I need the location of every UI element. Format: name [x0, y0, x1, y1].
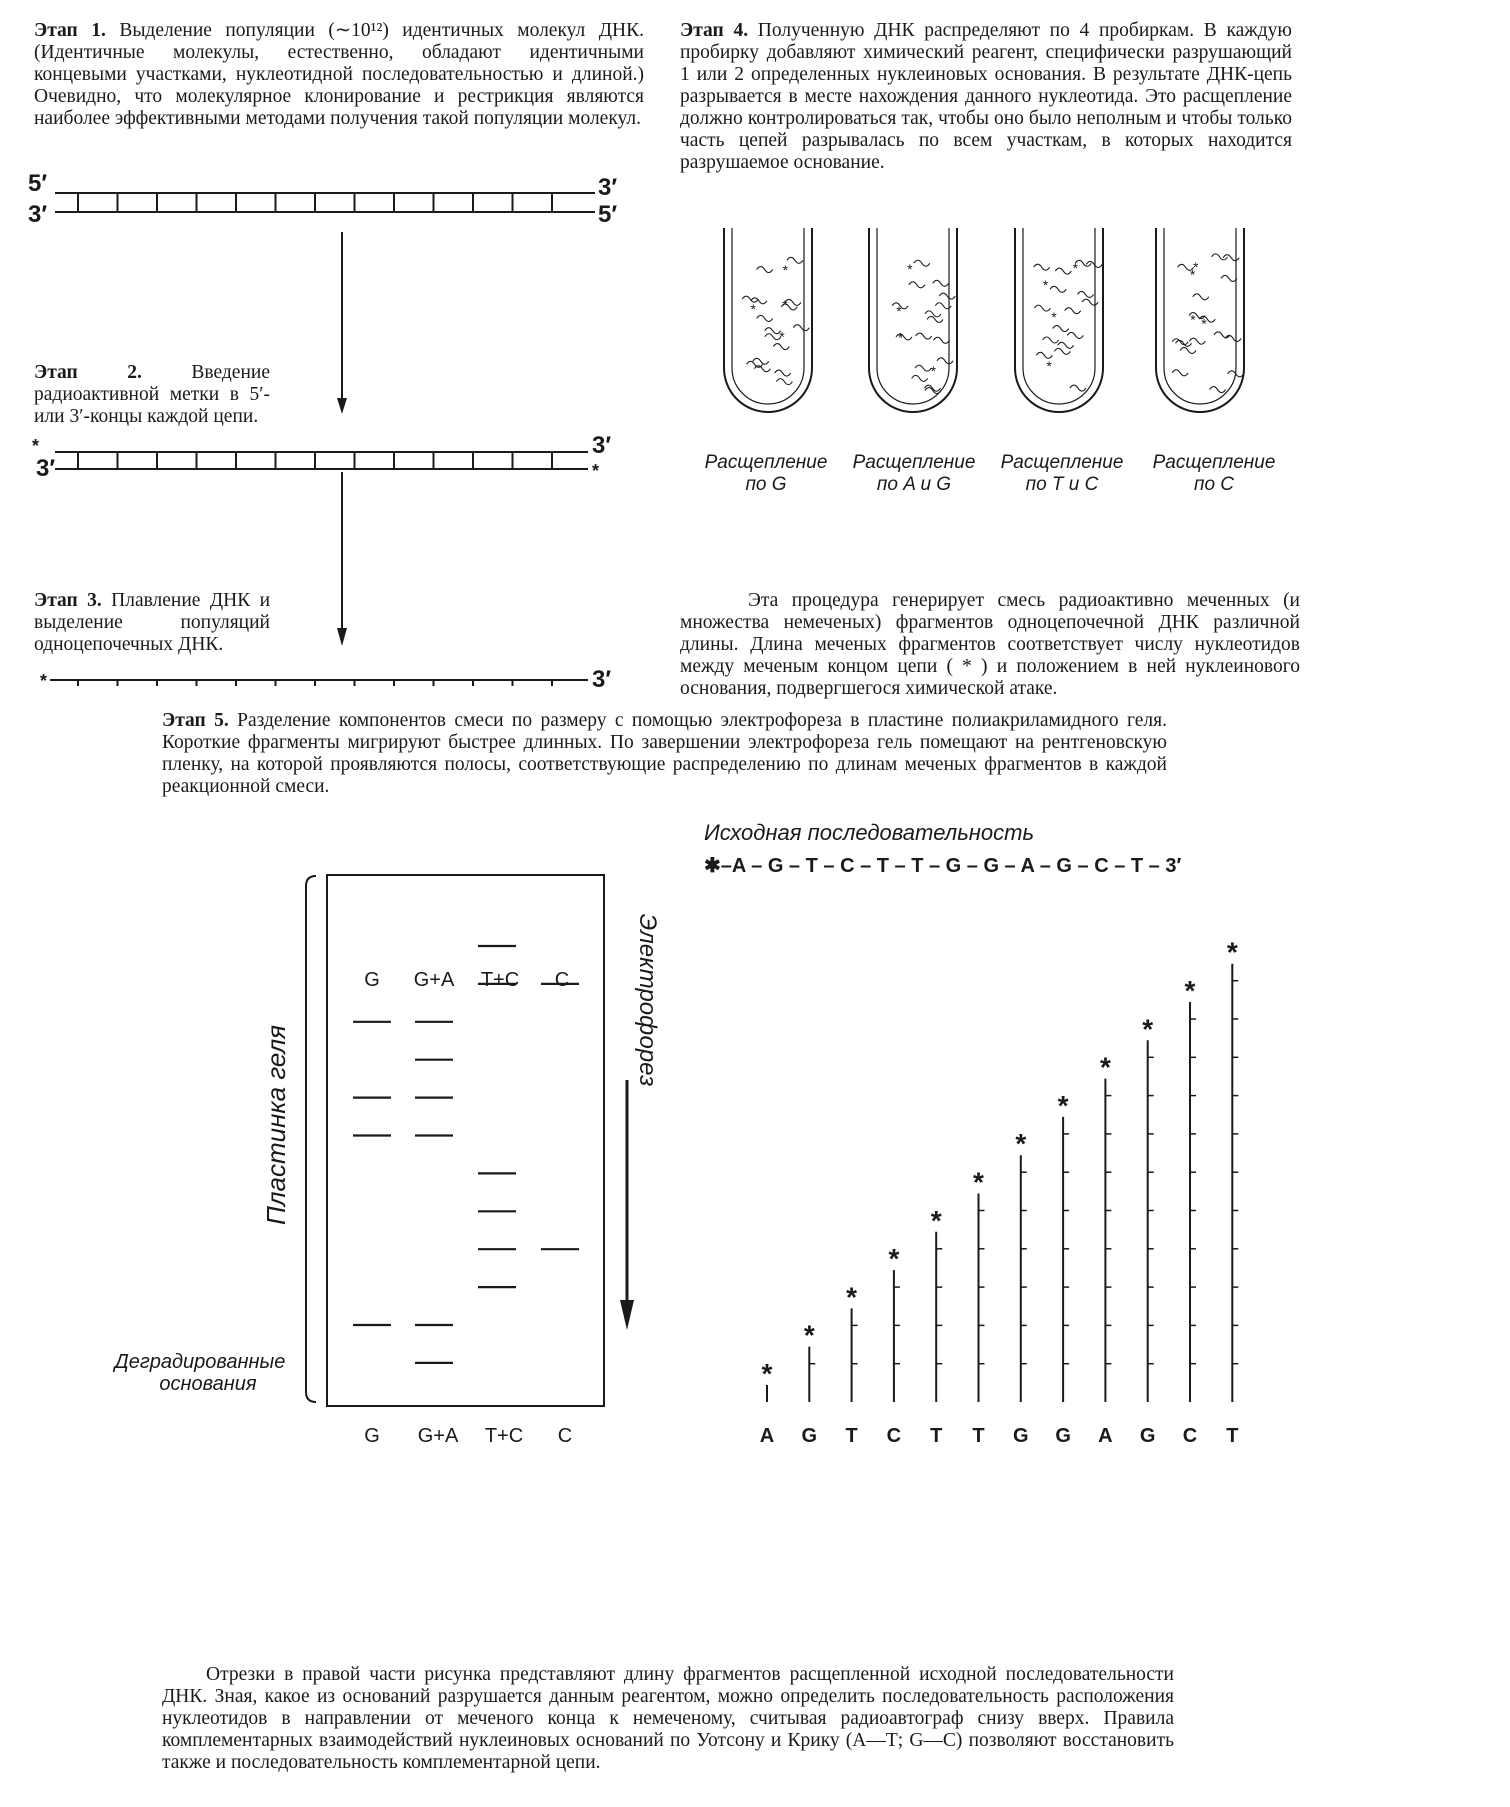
- fragment-base-label: G: [1013, 1425, 1029, 1447]
- tube-fragment: [927, 316, 943, 322]
- tube-label-star: *: [1189, 266, 1196, 283]
- tube-fragment: [757, 267, 773, 273]
- tube-fragment: [1078, 291, 1094, 297]
- tube-4-caption-2: по C: [1193, 474, 1235, 495]
- tube-fragment: [1082, 299, 1098, 305]
- lane-bottom-g: G: [364, 1425, 380, 1447]
- tube-fragment: [1225, 335, 1241, 341]
- tube-fragment: [753, 358, 769, 364]
- tube-fragment: [1053, 326, 1069, 332]
- tube-label-star: *: [750, 300, 756, 317]
- tube-fragment: [1172, 370, 1188, 376]
- tube-label-star: *: [1201, 315, 1207, 332]
- gel-side-label: Пластинка геля: [261, 1024, 291, 1226]
- step5-title: Этап 5.: [162, 710, 229, 731]
- tube-label-star: *: [1042, 277, 1049, 294]
- tube-fragment: [1214, 332, 1230, 338]
- step1-title: Этап 1.: [34, 20, 106, 41]
- tube-fragment: [1034, 264, 1050, 270]
- tube-fragment: [1067, 332, 1083, 338]
- tube-fragment: [916, 333, 932, 339]
- tube-fragment: [1034, 305, 1050, 311]
- tube-4-caption-1: Расщепление: [1152, 452, 1276, 473]
- tube-fragment: [1210, 387, 1226, 393]
- gel-bracket: [306, 876, 316, 1402]
- tube-fragment: [776, 379, 792, 385]
- tube-fragment: [1058, 342, 1074, 348]
- degraded-label-1: Деградированные: [114, 1351, 286, 1373]
- fragment-base-label: T: [1226, 1425, 1239, 1447]
- fragment-star: *: [973, 1166, 984, 1198]
- lane-bottom-tc: T+C: [484, 1425, 524, 1447]
- test-tube-3: [1015, 228, 1103, 412]
- lane-bottom-c: C: [557, 1425, 573, 1447]
- tube-fragment: [1050, 286, 1066, 292]
- test-tube-2: [869, 228, 957, 412]
- tube-label-star: *: [782, 262, 789, 279]
- tube-outer: [1015, 228, 1103, 412]
- fragment-base-label: A: [1098, 1425, 1113, 1447]
- tube-3-caption-1: Расщепление: [1000, 452, 1124, 473]
- tube-outer: [1156, 228, 1244, 412]
- fragment-base-label: G: [1055, 1425, 1071, 1447]
- footer-text: Отрезки в правой части рисунка представляют длину фрагментов расщепленной исходной последовательности ДНК. Зная, какое из оснований разрушается данным реагентом, можно определить последовательность расположения нуклеотидов в направлении от меченого конца к немеченому, считывая радиоавтограф снизу вверх. Правила комплементарных взаимодействий нуклеиновых оснований по Уотсону и Крику (А—Т; G—С) позволяют восстановить также и последовательность комплементарной цепи.: [162, 1664, 1174, 1773]
- label-star-single: *: [40, 671, 48, 691]
- tube-fragment: [1172, 339, 1188, 345]
- lane-top-c: C: [554, 969, 570, 991]
- tube-fragment: [757, 315, 773, 321]
- ladder-labels: [760, 937, 1239, 1447]
- dna2-label-3prime-left: 3′: [36, 455, 56, 482]
- tube-fragment: [914, 260, 930, 266]
- arrow-head-2: [337, 628, 347, 646]
- fragment-star: *: [803, 1319, 815, 1351]
- tube-label-star: *: [779, 328, 785, 345]
- fragment-star: *: [1226, 936, 1238, 968]
- tube-1-caption-1: Расщепление: [704, 452, 828, 473]
- step2-body: Введение радиоактивной метки в 5′- или 3′-концы каждой цепи.: [34, 362, 270, 427]
- fragment-star: *: [888, 1243, 900, 1275]
- tube-inner: [1023, 228, 1095, 404]
- tube-label-star: *: [1046, 358, 1052, 375]
- label-star-bottom: *: [592, 461, 600, 481]
- tube-fragment: [939, 293, 955, 299]
- tube-3-caption-2: по T и C: [1025, 474, 1099, 495]
- dna-label-3prime-bottom: 3′: [28, 201, 48, 228]
- lane-top-g: G: [364, 969, 380, 991]
- test-tube-1: [724, 228, 812, 412]
- step3-title: Этап 3.: [34, 590, 102, 611]
- fragment-base-label: C: [886, 1425, 902, 1447]
- gel-plate: [327, 875, 604, 1406]
- fragment-base-label: T: [930, 1425, 943, 1447]
- tube-fragment: [1070, 385, 1086, 391]
- lane-bottom-ga: G+A: [417, 1425, 459, 1447]
- tube-label-star: *: [1193, 258, 1199, 275]
- tube-outer: [724, 228, 812, 412]
- fragment-base-label: T: [972, 1425, 985, 1447]
- sequence-title: Исходная последовательность: [704, 820, 1035, 845]
- tube-fragment: [915, 365, 931, 371]
- label-star-top: *: [32, 436, 40, 456]
- fragment-ladder: [767, 964, 1238, 1402]
- tube-fragment: [1086, 261, 1102, 267]
- tube-label-star: *: [897, 329, 904, 346]
- dna-labeled: [55, 452, 588, 469]
- tube-label-star: *: [896, 303, 902, 320]
- dna2-label-3prime-right: 3′: [592, 432, 612, 459]
- single-label-3prime: 3′: [592, 666, 612, 693]
- test-tube-4: [1156, 228, 1244, 412]
- tube-fragment: [1189, 338, 1205, 344]
- step5-body: Разделение компонентов смеси по размеру с помощью электрофореза в пластине полиакриламидного геля. Короткие фрагменты мигрируют быстрее длинных. По завершении электрофореза гель помещают на рентгеновскую пленку, на которой проявляются полосы, соответствующие распределению по длинам меченых фрагментов в каждой реакционной смеси.: [162, 710, 1168, 797]
- tube-fragment: [1055, 268, 1071, 274]
- tube-fragment: [787, 257, 803, 263]
- dna-label-3prime-top: 3′: [598, 174, 618, 201]
- tube-fragment: [1193, 294, 1209, 300]
- arrow-head-1: [337, 398, 347, 414]
- tube-label-star: *: [1051, 309, 1057, 326]
- tube-inner: [732, 228, 804, 404]
- dna-single-strand: [50, 680, 588, 686]
- tube-fragment: [1176, 340, 1192, 346]
- dna-double-strand: [55, 193, 595, 212]
- tube-fragment: [933, 280, 949, 286]
- step2-title: Этап 2.: [34, 362, 142, 383]
- tube-inner: [1164, 228, 1236, 404]
- procedure-text: Эта процедура генерирует смесь радиоактивно меченных (и множества немеченых) фрагментов одноцепочечной ДНК различной длины. Длина меченых фрагментов соответствует числу нуклеотидов между меченым концом цепи ( * ) и положением в ней нуклеинового основания, подвергшегося химической атаке.: [680, 590, 1300, 699]
- electrophoresis-label: Электрофорез: [634, 913, 661, 1087]
- dna-label-5prime-bottom: 5′: [598, 201, 618, 228]
- fragment-star: *: [1142, 1013, 1154, 1045]
- tube-fragment: [934, 337, 950, 343]
- step4-body: Полученную ДНК распределяют по 4 пробиркам. В каждую пробирку добавляют химический реагент, специфически разрушающий 1 или 2 определенных нуклеиновых основания. В результате ДНК-цепь разрывается в месте нахождения данного нуклеотида. Это расщепление должно контролироваться так, чтобы оно было неполным и чтобы только часть цепей разрывалась по всем участкам, в которых находится разрушаемое основание.: [680, 20, 1292, 173]
- tube-2-caption-2: по A и G: [876, 474, 952, 495]
- tube-label-star: *: [907, 261, 913, 278]
- dna-rungs: [78, 193, 552, 212]
- dna-label-5prime-top: 5′: [28, 170, 48, 197]
- electrophoresis-arrow-head: [620, 1300, 634, 1330]
- tube-1-caption-2: по G: [745, 474, 787, 495]
- fragment-base-label: C: [1182, 1425, 1198, 1447]
- fragment-base-label: T: [845, 1425, 858, 1447]
- tube-2-caption-1: Расщепление: [852, 452, 976, 473]
- fragment-star: *: [1057, 1089, 1069, 1121]
- tube-label-star: *: [930, 362, 937, 379]
- tube-fragment: [937, 358, 953, 364]
- tube-label-star: *: [1072, 259, 1079, 276]
- tube-fragment: [925, 311, 941, 317]
- step4-title: Этап 4.: [680, 20, 749, 41]
- dna-labeled-rungs: [78, 452, 552, 469]
- tube-fragment: [1180, 347, 1196, 353]
- lane-top-ga: G+A: [413, 969, 455, 991]
- degraded-label-2: основания: [159, 1373, 257, 1395]
- tube-fragment: [773, 344, 789, 350]
- fragment-star: *: [1184, 975, 1196, 1006]
- sequence-text: ✱–A – G – T – C – T – T – G – G – A – G – C – T – 3′: [704, 855, 1182, 877]
- fragment-star: *: [761, 1358, 773, 1389]
- tube-fragment: [775, 370, 791, 376]
- tube-fragment: [909, 282, 925, 288]
- fragment-star: *: [1099, 1051, 1111, 1083]
- fragment-star: *: [846, 1281, 858, 1313]
- fragment-star: *: [1015, 1128, 1027, 1160]
- tube-label-star: *: [1190, 311, 1196, 328]
- step1-body: Выделение популяции (∼10¹²) идентичных молекул ДНК. (Идентичные молекулы, естественно, обладают идентичными концевыми участками, нуклеотидной последовательностью и длиной.) Очевидно, что молекулярное клонирование и рестрикция являются наиболее эффективными методами получения такой популяции молекул.: [34, 20, 644, 129]
- tube-fragment: [1065, 308, 1081, 314]
- fragment-base-label: G: [1139, 1425, 1156, 1447]
- tube-outer: [869, 228, 957, 412]
- tube-fragment: [747, 361, 763, 367]
- tube-fragment: [1054, 348, 1070, 354]
- tube-fragment: [1221, 275, 1237, 281]
- step3-body: Плавление ДНК и выделение популяций одноцепочечных ДНК.: [34, 590, 270, 655]
- tube-fragment: [912, 375, 928, 381]
- gel-bands: [353, 946, 579, 1363]
- lane-top-tc: T+C: [480, 969, 520, 991]
- tube-label-star: *: [782, 296, 788, 313]
- fragment-base-label: A: [759, 1425, 775, 1447]
- fragment-base-label: G: [801, 1425, 818, 1447]
- tube-fragment: [793, 325, 809, 331]
- tube-fragment: [1043, 337, 1059, 343]
- test-tubes: [724, 228, 1244, 412]
- fragment-star: *: [930, 1204, 942, 1236]
